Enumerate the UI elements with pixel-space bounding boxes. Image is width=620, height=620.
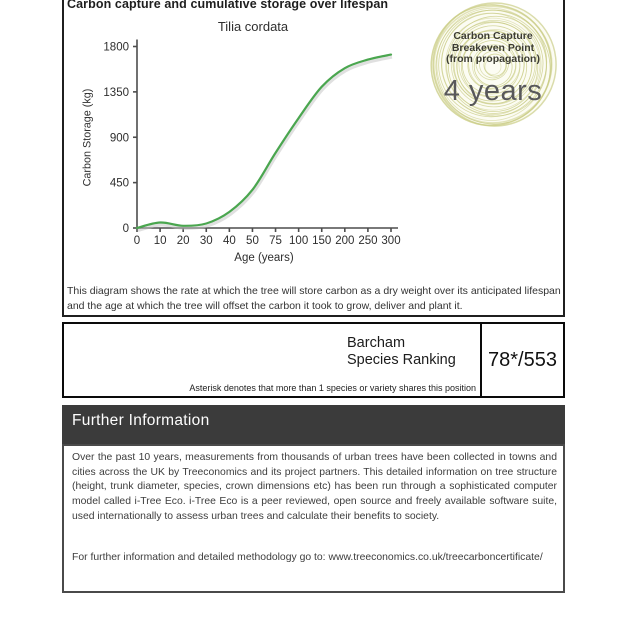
chart-description: This diagram shows the rate at which the tree will store carbon as a dry weight over its anticipated lifespan and the age at which the tree will offset the carbon it took to grow, deliver and plant it.	[67, 285, 561, 312]
badge-text	[427, 31, 559, 108]
further-information-header: Further Information	[62, 405, 565, 444]
further-information-paragraph: Over the past 10 years, measurements from thousands of urban trees have been collected in towns and cities across the UK by Treeconomics and its project partners. This detailed information on tree structure (height, trunk diameter, species, crown dimensions etc) has been run through a sophisticated computer model called i-Tree Eco. i-Tree Eco is a peer reviewed, open source and freely available software suite, used internationally to assess urban trees and calculate their benefits to society.	[72, 452, 557, 522]
species-ranking-box	[62, 322, 565, 398]
svg-text:300: 300	[381, 235, 401, 247]
x-axis-label: Age (years)	[234, 252, 294, 264]
svg-text:40: 40	[222, 235, 236, 247]
svg-text:75: 75	[269, 235, 282, 247]
badge-title-line3: (from propagation)	[446, 53, 540, 65]
ranking-asterisk-note: Asterisk denotes that more than 1 species or variety shares this position	[189, 383, 476, 393]
svg-text:20: 20	[176, 235, 190, 247]
breakeven-badge	[427, 1, 559, 130]
ranking-label-line2: Species Ranking	[347, 352, 456, 368]
svg-text:0: 0	[122, 223, 129, 235]
svg-text:150: 150	[312, 235, 332, 247]
svg-text:450: 450	[109, 177, 129, 190]
ranking-label	[347, 335, 456, 369]
svg-text:900: 900	[109, 132, 129, 145]
svg-text:30: 30	[199, 235, 213, 247]
breakeven-years-value: 4 years	[443, 74, 543, 107]
chart-title: Tilia cordata	[217, 19, 289, 34]
y-axis-label: Carbon Storage (kg)	[81, 88, 94, 187]
svg-text:1800: 1800	[103, 41, 129, 54]
further-information-box	[62, 444, 565, 593]
section-title: Carbon capture and cumulative storage over lifespan	[67, 0, 389, 11]
badge-title-line1: Carbon Capture	[453, 30, 533, 42]
carbon-storage-line-chart	[75, 12, 415, 274]
ranking-label-line1: Barcham	[347, 335, 406, 351]
svg-text:10: 10	[153, 235, 167, 247]
badge-title-line2: Breakeven Point	[451, 41, 535, 54]
svg-text:250: 250	[358, 235, 378, 247]
methodology-link-line: For further information and detailed methodology go to: www.treeconomics.co.uk/treecarboncertificate/	[72, 552, 543, 563]
svg-text:50: 50	[246, 235, 259, 247]
svg-text:0: 0	[133, 235, 141, 247]
ranking-value: 78*/553	[488, 348, 557, 371]
svg-text:100: 100	[289, 235, 309, 247]
svg-text:1350: 1350	[103, 86, 129, 99]
svg-text:200: 200	[335, 235, 355, 247]
